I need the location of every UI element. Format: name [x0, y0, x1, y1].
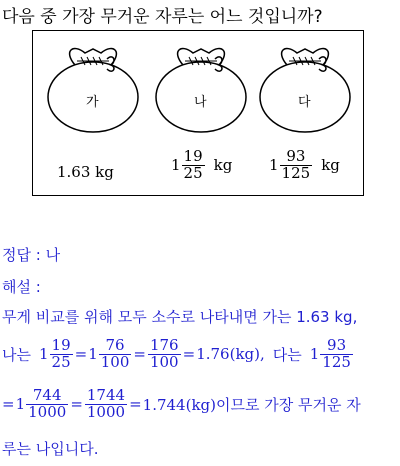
weight-na: 1 $\frac{19}{25}$ kg	[171, 147, 233, 182]
fraction: $\frac{93}{125}$	[281, 147, 311, 182]
bag-label-na: 나	[194, 95, 207, 110]
solution-line-1: 무게 비교를 위해 모두 소수로 나타내면 가는 1.63 kg,	[2, 308, 358, 326]
weight-da: 1 $\frac{93}{125}$ kg	[269, 147, 340, 182]
solution-line-2: 나는 1 $\frac{19}{25}$ = 1 $\frac{76}{100}$ = $\frac{176}{100}$ = 1.76(kg), 다는 1 $\frac{93}{125}$	[2, 336, 351, 371]
solution-line-4: 루는 나입니다.	[2, 440, 99, 458]
fraction: $\frac{19}{25}$	[183, 147, 203, 182]
fraction: $\frac{19}{25}$	[51, 336, 71, 371]
solution-line-3: = 1 $\frac{744}{1000}$ = $\frac{1744}{1000}$ = 1.744(kg)이므로 가장 무거운 자	[2, 386, 361, 421]
bag-label-da: 다	[298, 95, 311, 110]
question-text: 다음 중 가장 무거운 자루는 어느 것입니까?	[2, 7, 323, 27]
bag-figure	[32, 30, 364, 196]
fraction: $\frac{744}{1000}$	[28, 386, 67, 421]
bag-label-ga: 가	[86, 95, 99, 110]
fraction: $\frac{176}{100}$	[149, 336, 179, 371]
fraction: $\frac{93}{125}$	[322, 336, 351, 371]
explanation-title: 해설 :	[2, 278, 41, 296]
answer-text: 정답 : 나	[2, 246, 61, 264]
fraction: $\frac{1744}{1000}$	[86, 386, 126, 421]
fraction: $\frac{76}{100}$	[100, 336, 130, 371]
weight-ga: 1.63 kg	[57, 163, 114, 181]
